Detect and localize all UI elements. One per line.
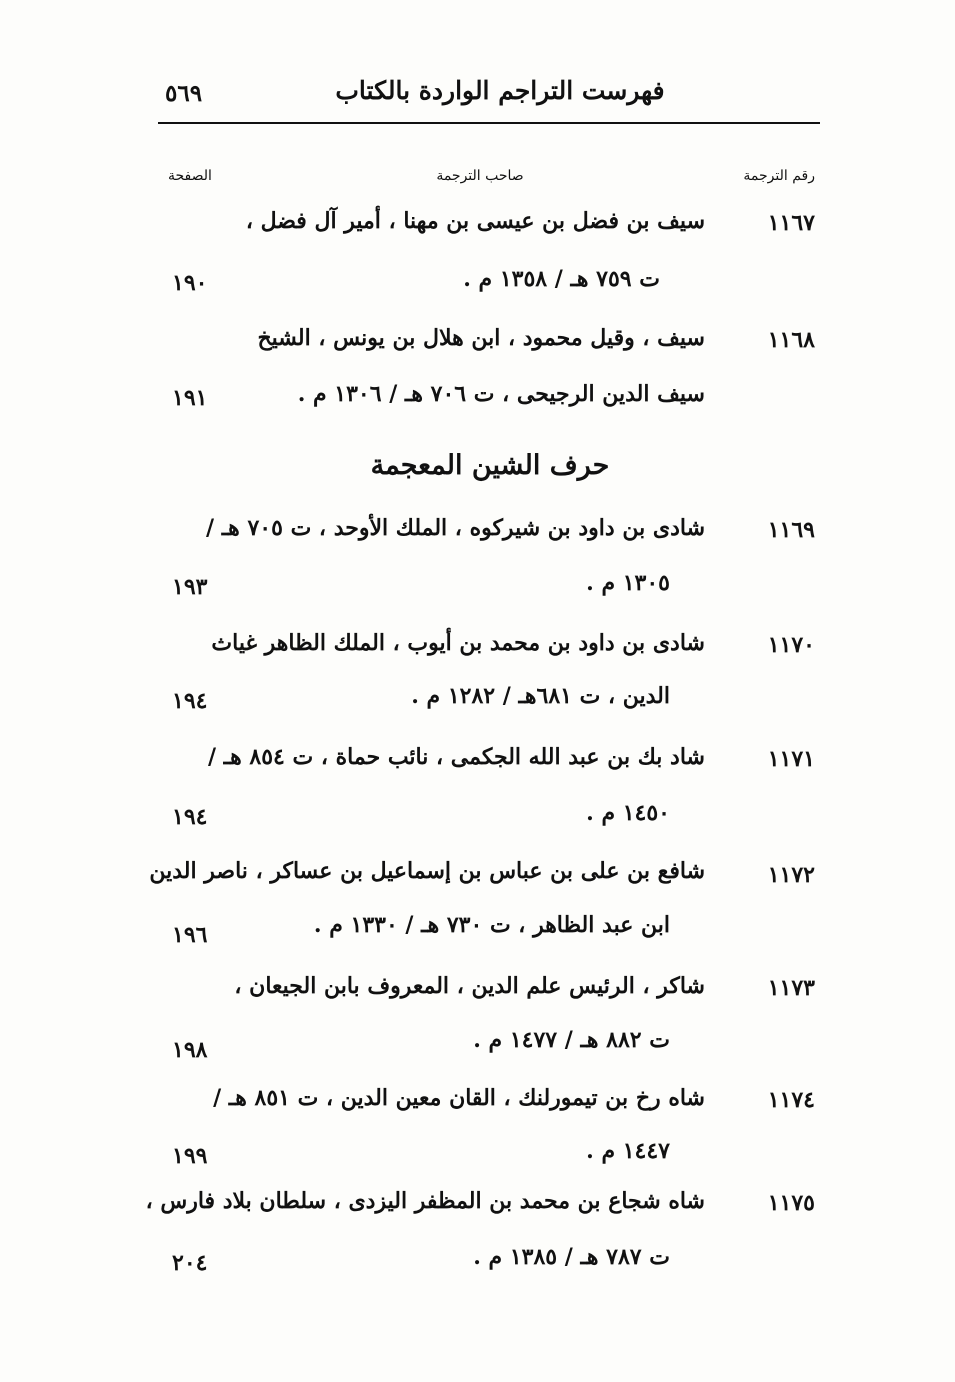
entry-line-2: ت ٧٥٩ هـ / ١٣٥٨ م . (463, 266, 660, 292)
entry-number: ١١٧١ (767, 746, 815, 772)
entry-line-2: ١٤٤٧ م . (586, 1138, 670, 1164)
entry-line-1: شاكر ، الرئيس علم الدين ، المعروف بابن الجيعان ، (234, 973, 705, 999)
entry-line-2: ت ٨٨٢ هـ / ١٤٧٧ م . (473, 1027, 670, 1053)
entry-page: ١٩٣ (172, 574, 208, 600)
entry-line-2: الدين ، ت ٦٨١هـ / ١٢٨٢ م . (411, 683, 670, 709)
entry-page: ١٩٩ (172, 1143, 208, 1169)
entry-line-2: ابن عبد الظاهر ، ت ٧٣٠ هـ / ١٣٣٠ م . (313, 912, 670, 938)
entry-line-2: ١٣٠٥ م . (586, 570, 670, 596)
entry-line-1: شاه شجاع بن محمد بن المظفر اليزدى ، سلطان بلاد فارس ، (145, 1188, 705, 1214)
entry-page: ٢٠٤ (172, 1250, 208, 1276)
entry-number: ١١٧٢ (767, 862, 815, 888)
entry-line-1: شاد بك بن عبد الله الجكمى ، نائب حماة ، ت ٨٥٤ هـ / (207, 744, 705, 770)
column-header-name: صاحب الترجمة (436, 168, 524, 184)
entry-page: ١٩٨ (172, 1037, 208, 1063)
header-rule (158, 122, 820, 124)
entry-page: ١٩٤ (172, 804, 208, 830)
entry-line-1: شاه رخ بن تيمورلنك ، القان معين الدين ، ت ٨٥١ هـ / (213, 1085, 705, 1111)
entry-line-1: سيف بن فضل بن عيسى بن مهنا ، أمير آل فضل ، (245, 208, 705, 234)
entry-number: ١١٧٤ (767, 1087, 815, 1113)
entry-number: ١١٧٥ (767, 1190, 815, 1216)
entry-number: ١١٧٣ (767, 975, 815, 1001)
entry-line-2: سيف الدين الرجيحى ، ت ٧٠٦ هـ / ١٣٠٦ م . (297, 381, 705, 407)
entry-page: ١٩٠ (172, 270, 208, 296)
column-header-number: رقم الترجمة (743, 168, 815, 184)
entry-line-1: شافع بن على بن عباس بن إسماعيل بن عساكر ، ناصر الدين (149, 858, 705, 884)
entry-page: ١٩١ (172, 385, 208, 411)
page-number: ٥٦٩ (165, 80, 203, 107)
entry-line-1: شادى بن داود بن شيركوه ، الملك الأوحد ، ت ٧٠٥ هـ / (206, 515, 705, 541)
entry-number: ١١٦٩ (767, 517, 815, 543)
entry-line-2: ١٤٥٠ م . (586, 800, 670, 826)
entry-line-1: شادى بن داود بن محمد بن أيوب ، الملك الظاهر غياث (211, 630, 705, 656)
section-heading: حرف الشين المعجمة (370, 450, 610, 481)
entry-line-2: ت ٧٨٧ هـ / ١٣٨٥ م . (473, 1244, 670, 1270)
entry-number: ١١٦٧ (767, 210, 815, 236)
entry-number: ١١٦٨ (767, 327, 815, 353)
running-title: فهرست التراجم الواردة بالكتاب (335, 76, 665, 105)
column-header-page: الصفحة (168, 168, 212, 184)
entry-line-1: سيف ، وقيل محمود ، ابن هلال بن يونس ، الشيخ (257, 325, 705, 351)
entry-page: ١٩٦ (172, 922, 208, 948)
entry-number: ١١٧٠ (767, 632, 815, 658)
entry-page: ١٩٤ (172, 688, 208, 714)
